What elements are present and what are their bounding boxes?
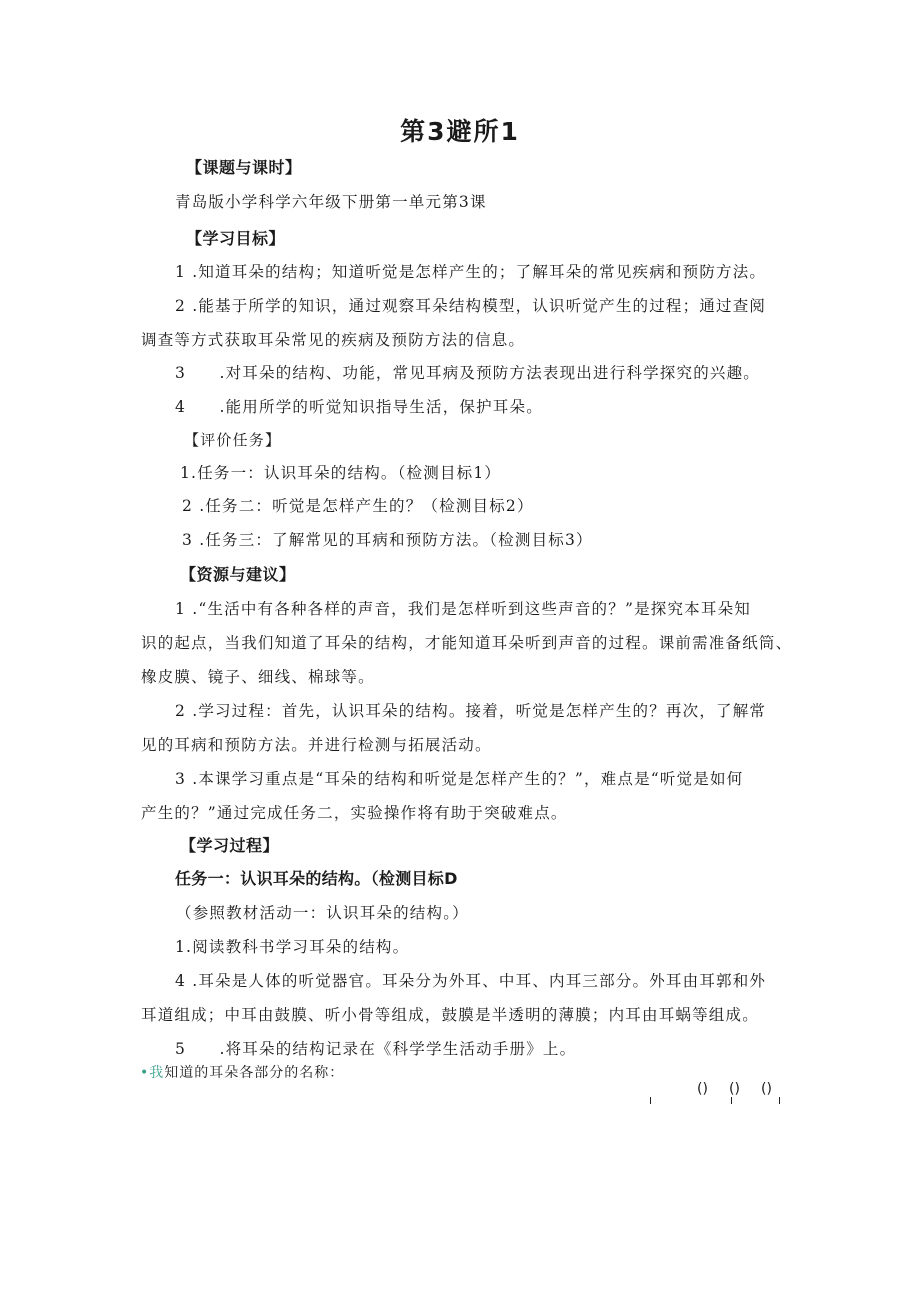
evaluation-item: 3 .任务三：了解常见的耳病和预防方法。（检测目标3） [182, 531, 593, 549]
topic-heading: 【课题与课时】 [186, 158, 302, 177]
objective-item: 2 .能基于所学的知识，通过观察耳朵结构模型，认识听觉产生的过程；通过查阅 [175, 297, 767, 315]
resources-line: 产生的？”通过完成任务二，实验操作将有助于突破难点。 [141, 804, 568, 822]
process-line: 5 .将耳朵的结构记录在《科学学生活动手册》上。 [175, 1040, 577, 1058]
resources-line: 识的起点，当我们知道了耳朵的结构，才能知道耳朵听到声音的过程。课前需准备纸筒、 [141, 634, 793, 652]
blank-inner-ear[interactable]: () [761, 1081, 772, 1097]
resources-line: 2 .学习过程：首先，认识耳朵的结构。接着，听觉是怎样产生的？再次，了解常 [175, 702, 767, 720]
evaluation-item: 1.任务一：认识耳朵的结构。（检测目标1） [180, 464, 502, 482]
resources-line: 见的耳病和预防方法。并进行检测与拓展活动。 [141, 736, 492, 754]
task-one-heading: 任务一：认识耳朵的结构。（检测目标D [175, 869, 458, 888]
objective-item: 3 .对耳朵的结构、功能，常见耳病及预防方法表现出进行科学探究的兴趣。 [175, 364, 760, 382]
label-tick [650, 1097, 651, 1104]
blank-outer-ear[interactable]: () [697, 1081, 708, 1097]
topic-text: 青岛版小学科学六年级下册第一单元第3课 [175, 193, 487, 211]
process-line: 1.阅读教科书学习耳朵的结构。 [175, 938, 410, 956]
worksheet-bullet: •我 [140, 1065, 165, 1081]
blank-middle-ear[interactable]: () [729, 1081, 740, 1097]
worksheet-prompt-text: 知道的耳朵各部分的名称： [164, 1065, 345, 1081]
process-line: （参照教材活动一：认识耳朵的结构。） [176, 904, 469, 922]
evaluation-item: 2 .任务二：听觉是怎样产生的？（检测目标2） [182, 497, 534, 515]
objectives-heading: 【学习目标】 [186, 229, 286, 248]
objective-item: 1 .知道耳朵的结构；知道听觉是怎样产生的；了解耳朵的常见疾病和预防方法。 [175, 263, 767, 281]
objective-item: 4 .能用所学的听觉知识指导生活，保护耳朵。 [175, 398, 543, 416]
process-line: 耳道组成；中耳由鼓膜、听小骨等组成，鼓膜是半透明的薄膜；内耳由耳蜗等组成。 [141, 1006, 759, 1024]
evaluation-heading: 【评价任务】 [184, 431, 282, 449]
resources-heading: 【资源与建议】 [180, 565, 296, 584]
resources-line: 1 .“生活中有各种各样的声音，我们是怎样听到这些声音的？”是探究本耳朵知 [175, 600, 751, 618]
process-line: 4 .耳朵是人体的听觉器官。耳朵分为外耳、中耳、内耳三部分。外耳由耳郭和外 [175, 972, 767, 990]
objective-item: 调查等方式获取耳朵常见的疾病及预防方法的信息。 [141, 331, 526, 349]
process-heading: 【学习过程】 [180, 836, 280, 855]
page-title: 第3避所1 [400, 117, 520, 146]
resources-line: 橡皮膜、镜子、细线、棉球等。 [141, 668, 375, 686]
label-tick [731, 1097, 732, 1104]
label-tick [779, 1097, 780, 1104]
worksheet-prompt [140, 1063, 344, 1083]
resources-line: 3 .本课学习重点是“耳朵的结构和听觉是怎样产生的？”，难点是“听觉是如何 [175, 770, 744, 788]
